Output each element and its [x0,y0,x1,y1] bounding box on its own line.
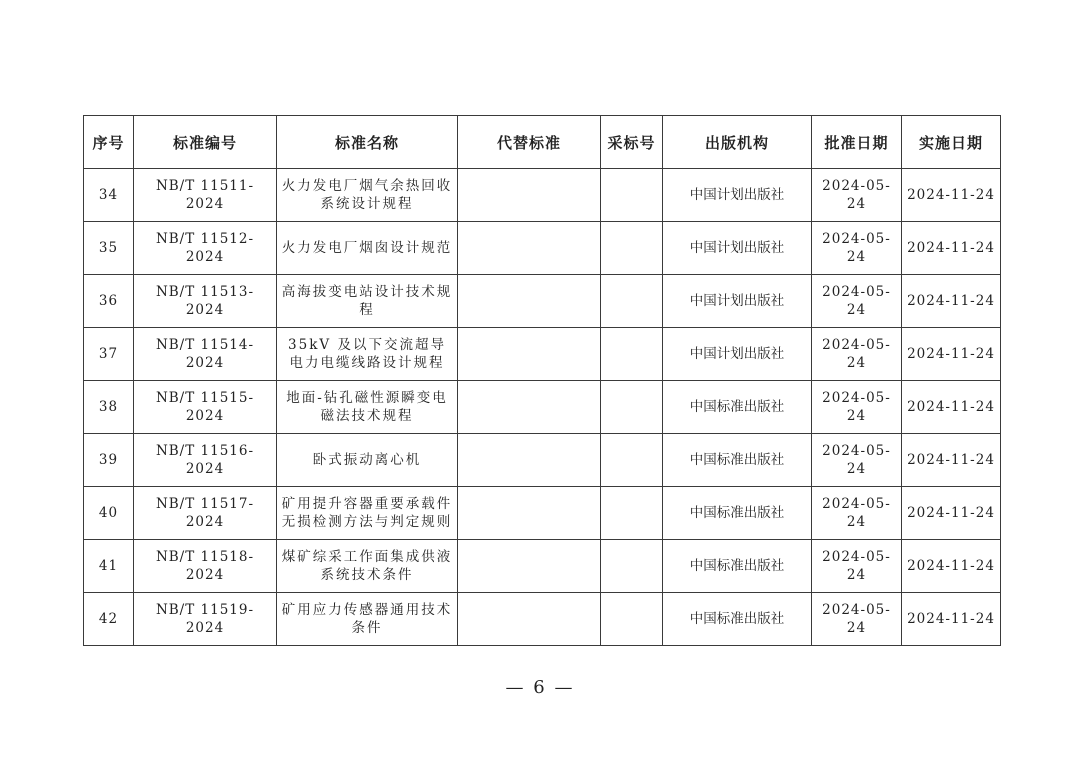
cell-publisher: 中国标准出版社 [663,434,812,487]
cell-publisher: 中国标准出版社 [663,540,812,593]
cell-replaces [458,487,601,540]
cell-code: NB/T 11516-2024 [134,434,277,487]
cell-name: 35kV 及以下交流超导电力电缆线路设计规程 [277,328,458,381]
header-replaces: 代替标准 [458,116,601,169]
cell-no: 35 [84,222,134,275]
cell-adopted [601,222,663,275]
cell-code: NB/T 11513-2024 [134,275,277,328]
cell-effective: 2024-11-24 [902,222,1001,275]
cell-approved: 2024-05-24 [812,434,902,487]
header-adopted: 采标号 [601,116,663,169]
cell-name: 高海拔变电站设计技术规程 [277,275,458,328]
cell-adopted [601,540,663,593]
cell-code: NB/T 11515-2024 [134,381,277,434]
cell-name: 火力发电厂烟气余热回收系统设计规程 [277,169,458,222]
cell-publisher: 中国计划出版社 [663,275,812,328]
cell-adopted [601,169,663,222]
cell-approved: 2024-05-24 [812,222,902,275]
cell-approved: 2024-05-24 [812,169,902,222]
cell-code: NB/T 11517-2024 [134,487,277,540]
cell-no: 37 [84,328,134,381]
cell-no: 34 [84,169,134,222]
cell-replaces [458,381,601,434]
cell-publisher: 中国计划出版社 [663,169,812,222]
cell-replaces [458,328,601,381]
table-row [84,381,1001,434]
cell-replaces [458,275,601,328]
cell-adopted [601,487,663,540]
cell-publisher: 中国标准出版社 [663,381,812,434]
table-row [84,222,1001,275]
cell-approved: 2024-05-24 [812,275,902,328]
table-row [84,540,1001,593]
cell-no: 39 [84,434,134,487]
cell-no: 41 [84,540,134,593]
cell-effective: 2024-11-24 [902,487,1001,540]
cell-effective: 2024-11-24 [902,169,1001,222]
cell-code: NB/T 11512-2024 [134,222,277,275]
cell-approved: 2024-05-24 [812,540,902,593]
cell-code: NB/T 11519-2024 [134,593,277,646]
header-approved: 批准日期 [812,116,902,169]
cell-effective: 2024-11-24 [902,275,1001,328]
cell-publisher: 中国计划出版社 [663,328,812,381]
cell-code: NB/T 11511-2024 [134,169,277,222]
header-name: 标准名称 [277,116,458,169]
cell-publisher: 中国计划出版社 [663,222,812,275]
cell-publisher: 中国标准出版社 [663,487,812,540]
cell-effective: 2024-11-24 [902,540,1001,593]
table-row [84,169,1001,222]
page-number: — 6 — [505,677,575,698]
cell-publisher: 中国标准出版社 [663,593,812,646]
table-row [84,275,1001,328]
cell-adopted [601,381,663,434]
cell-no: 36 [84,275,134,328]
cell-no: 42 [84,593,134,646]
table-body [84,169,1001,646]
cell-replaces [458,169,601,222]
cell-name: 地面-钻孔磁性源瞬变电磁法技术规程 [277,381,458,434]
cell-replaces [458,593,601,646]
cell-effective: 2024-11-24 [902,328,1001,381]
cell-effective: 2024-11-24 [902,434,1001,487]
cell-approved: 2024-05-24 [812,381,902,434]
cell-replaces [458,540,601,593]
cell-approved: 2024-05-24 [812,487,902,540]
cell-no: 40 [84,487,134,540]
cell-adopted [601,593,663,646]
header-code: 标准编号 [134,116,277,169]
table-row [84,328,1001,381]
cell-replaces [458,222,601,275]
cell-name: 矿用应力传感器通用技术条件 [277,593,458,646]
cell-effective: 2024-11-24 [902,593,1001,646]
standards-table [83,115,1001,646]
cell-name: 矿用提升容器重要承载件无损检测方法与判定规则 [277,487,458,540]
header-no: 序号 [84,116,134,169]
cell-adopted [601,275,663,328]
cell-approved: 2024-05-24 [812,593,902,646]
table-row [84,593,1001,646]
table-row [84,434,1001,487]
cell-approved: 2024-05-24 [812,328,902,381]
header-effective: 实施日期 [902,116,1001,169]
cell-name: 煤矿综采工作面集成供液系统技术条件 [277,540,458,593]
cell-name: 火力发电厂烟囱设计规范 [277,222,458,275]
cell-effective: 2024-11-24 [902,381,1001,434]
cell-adopted [601,434,663,487]
cell-adopted [601,328,663,381]
table-row [84,487,1001,540]
cell-code: NB/T 11514-2024 [134,328,277,381]
header-publisher: 出版机构 [663,116,812,169]
cell-name: 卧式振动离心机 [277,434,458,487]
cell-no: 38 [84,381,134,434]
cell-code: NB/T 11518-2024 [134,540,277,593]
header-row [84,116,1001,169]
cell-replaces [458,434,601,487]
